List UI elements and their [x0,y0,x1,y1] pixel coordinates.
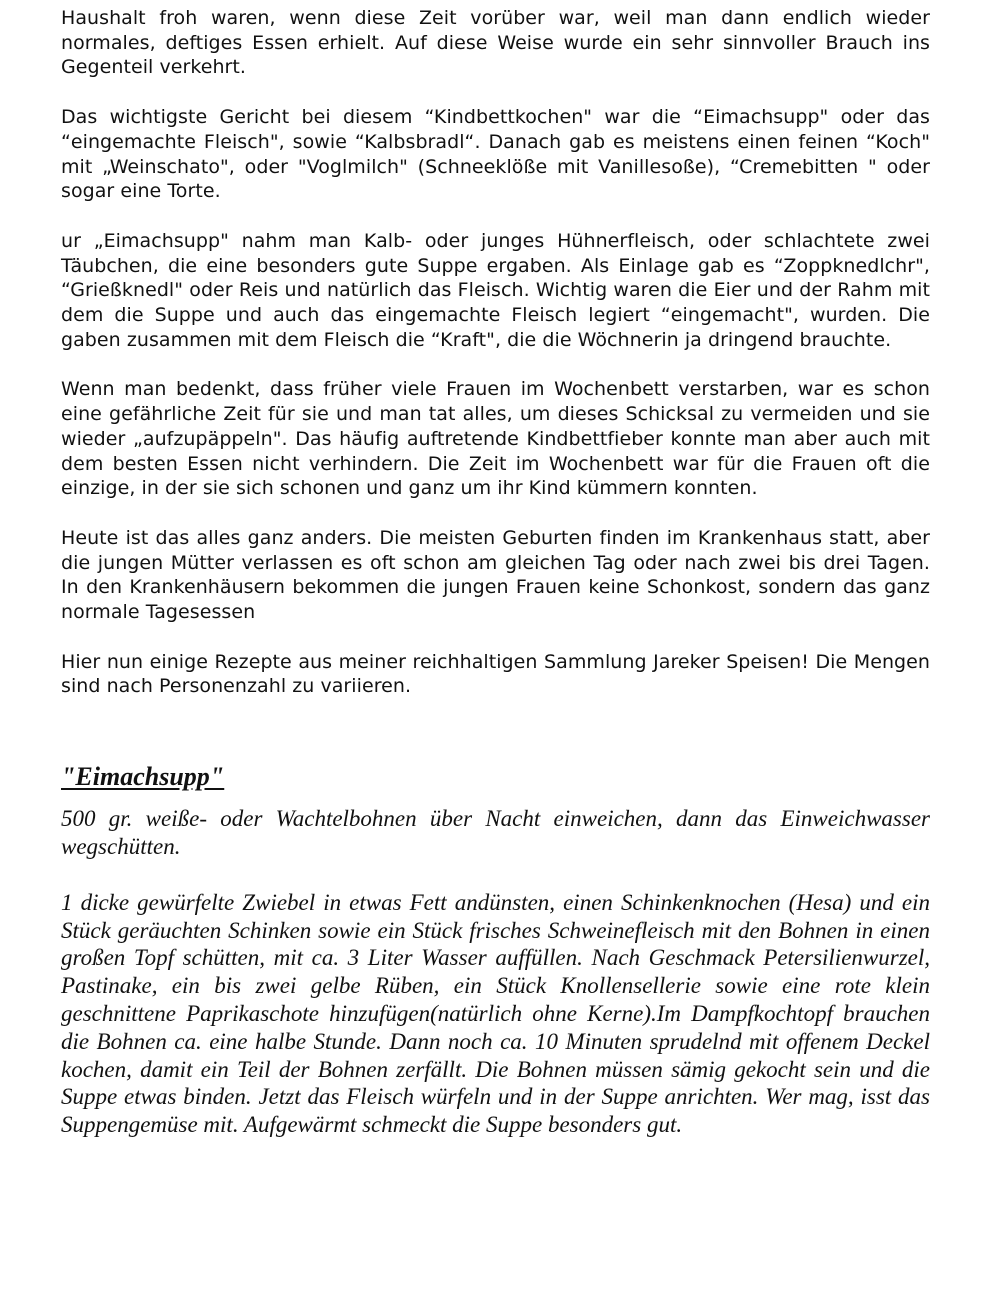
intro-paragraph: Wenn man bedenkt, dass früher viele Frauen im Wochenbett verstarben, war es schon eine gefährliche Zeit für sie und man tat alles, um dieses Schicksal zu vermeiden und sie wieder „aufzupäppeln". Das häufig auftretende Kindbettfieber konnte man aber auch mit dem besten Essen nicht verhindern. Die Zeit im Wochenbett war für die Frauen oft die einzige, in der sie sich schonen und ganz um ihr Kind kümmern konnten. [61,378,930,500]
intro-paragraph: Haushalt froh waren, wenn diese Zeit vorüber war, weil man dann endlich wieder normales, deftiges Essen erhielt. Auf diese Weise wurde ein sehr sinnvoller Brauch ins Gegenteil verkehrt. [61,7,930,79]
document-page [61,6,930,1167]
intro-paragraph: Hier nun einige Rezepte aus meiner reichhaltigen Sammlung Jareker Speisen! Die Mengen sind nach Personenzahl zu variieren. [61,650,930,698]
intro-text [61,6,930,699]
recipe-text [61,805,930,1139]
intro-paragraph: Das wichtigste Gericht bei diesem “Kindbettkochen" war die “Eimachsupp" oder das “eingemachte Fleisch", sowie “Kalbsbradl“. Danach gab es meistens einen feinen “Koch" mit „Weinschato", oder "Voglmilch" (Schneeklöße mit Vanillesoße), “Cremebitten " oder sogar eine Torte. [61,106,930,203]
intro-paragraph: ur „Eimachsupp" nahm man Kalb- oder junges Hühnerfleisch, oder schlachtete zwei Täubchen, die eine besonders gute Suppe ergaben. Als Einlage gab es “Zoppknedlchr", “Grießknedl" oder Reis und natürlich das Fleisch. Wichtig waren die Eier und der Rahm mit dem die Suppe und auch das eingemachte Fleisch legiert “eingemacht", wurden. Die gaben zusammen mit dem Fleisch die “Kraft", die die Wöchnerin ja dringend brauchte. [61,229,930,351]
recipe-paragraph: 1 dicke gewürfelte Zwiebel in etwas Fett andünsten, einen Schinkenknochen (Hesa) und ein Stück geräuchten Schinken sowie ein Stück frisches Schweinefleisch mit den Bohnen in einen großen Topf schütten, mit ca. 3 Liter Wasser auffüllen. Nach Geschmack Petersilienwurzel, Pastinake, ein bis zwei gelbe Rüben, ein Stück Knollensellerie sowie eine rote klein geschnittene Paprikaschote hinzufügen(natürlich ohne Kerne).Im Dampfkochtopf brauchen die Bohnen ca. eine halbe Stunde. Dann noch ca. 10 Minuten sprudelnd mit offenem Deckel kochen, damit ein Teil der Bohnen zerfällt. Die Bohnen müssen sämig gekocht sein und die Suppe etwas binden. Jetzt das Fleisch würfeln und in der Suppe anrichten. Wer mag, isst das Suppengemüse mit. Aufgewärmt schmeckt die Suppe besonders gut. [61,889,930,1138]
intro-paragraph: Heute ist das alles ganz anders. Die meisten Geburten finden im Krankenhaus statt, aber die jungen Mütter verlassen es oft schon am gleichen Tag oder nach zwei bis drei Tagen. In den Krankenhäusern bekommen die jungen Frauen keine Schonkost, sondern das ganz normale Tagesessen [61,526,930,624]
recipe-paragraph: 500 gr. weiße- oder Wachtelbohnen über Nacht einweichen, dann das Einweichwasser wegschütten. [61,806,930,859]
recipe-title: "Eimachsupp" [61,762,225,792]
